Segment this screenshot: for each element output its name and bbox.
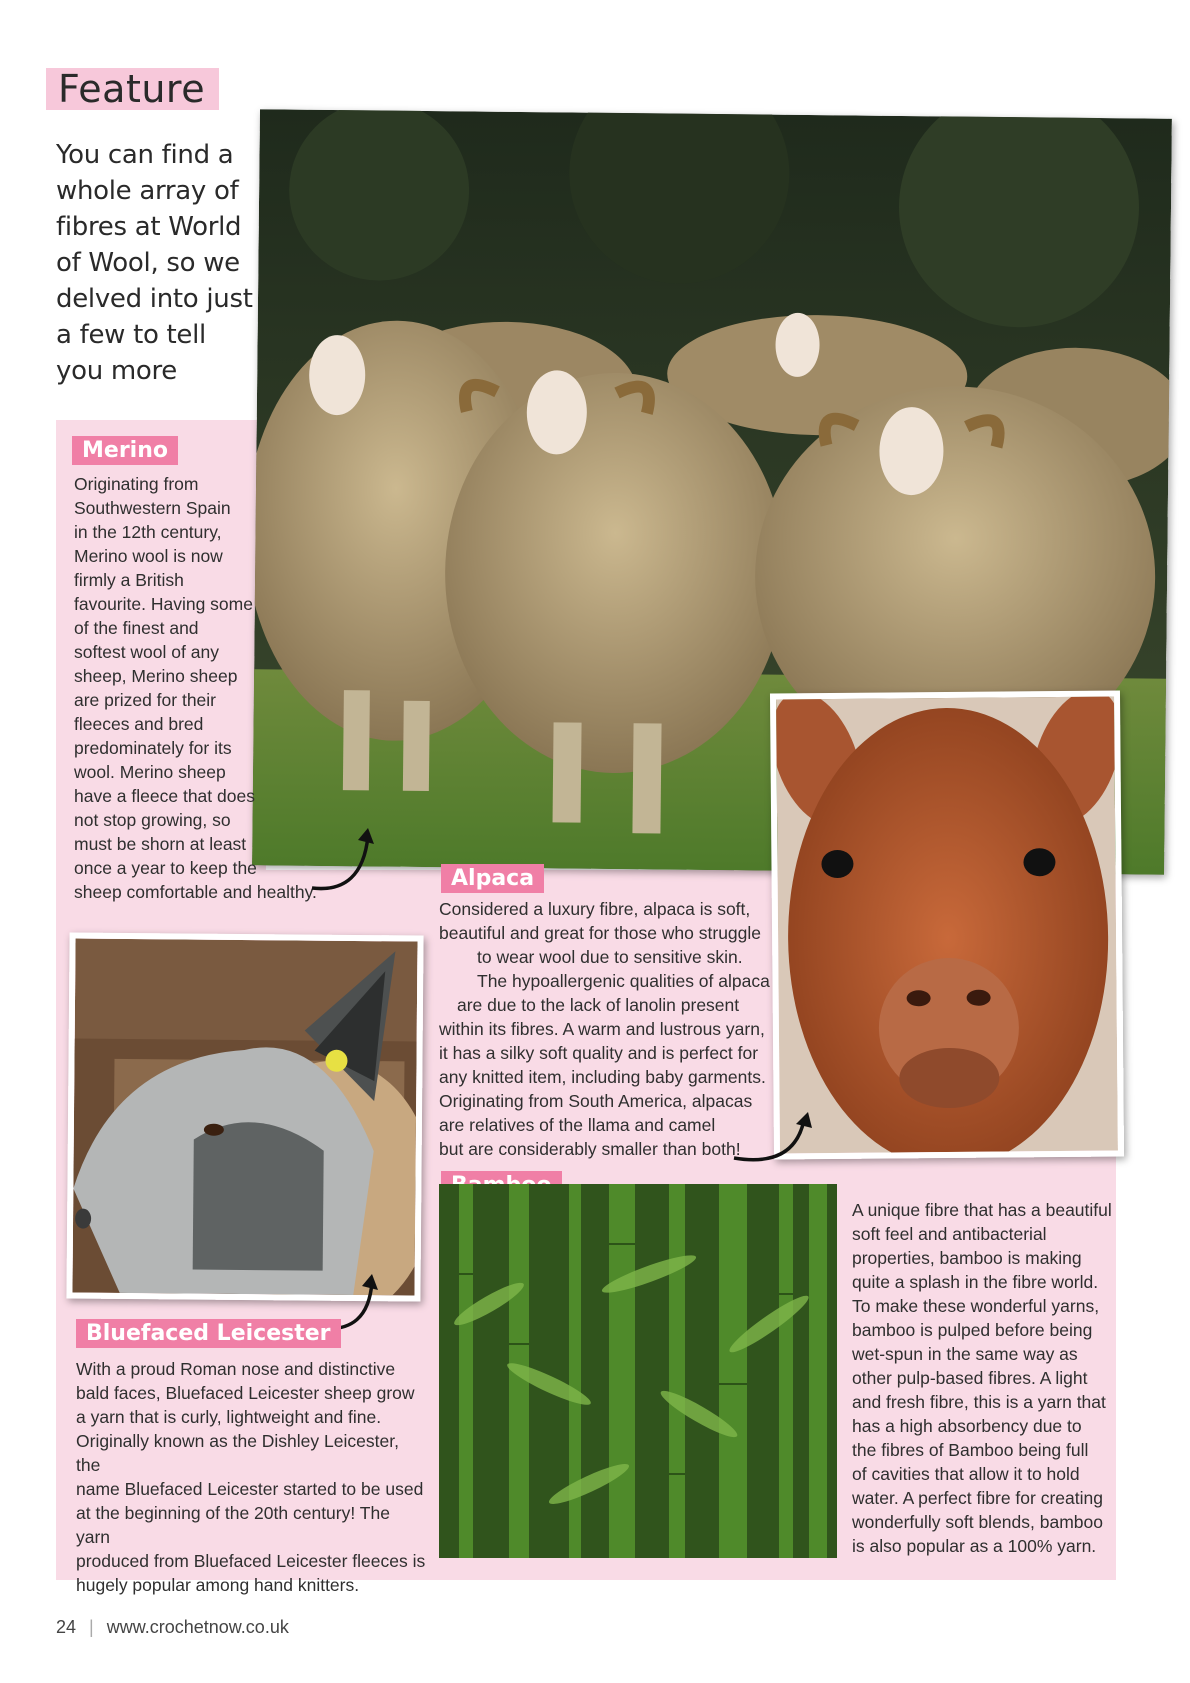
intro-text: You can find a whole array of fibres at World of Wool, so we delved into just a few to tell you more [56, 140, 253, 386]
alpaca-text: Considered a luxury fibre, alpaca is soft, beautiful and great for those who struggle to wear wool due to sensitive skin. The hypoallergenic qualities of alpaca are due to the lack of lanolin present within its fibres. A warm and lustrous yarn, it has a silky soft quality and is perfect for any knitted item, including baby garments. Originating from South America, alpacas are relatives of the llama and camel but are considerably smaller than both! [439, 899, 770, 1159]
alpaca-photo [770, 690, 1124, 1159]
alpaca-arrow-icon [730, 1108, 814, 1168]
bluefaced-label: Bluefaced Leicester [76, 1319, 341, 1348]
page-footer [56, 1617, 289, 1638]
merino-label: Merino [72, 436, 178, 465]
footer-url[interactable]: www.crochetnow.co.uk [106, 1617, 289, 1637]
merino-text: Originating from Southwestern Spain in the 12th century, Merino wool is now firmly a British favourite. Having some of the finest and softest wool of any sheep, Merino sheep are prized for their fleeces and bred predominately for its wool. Merino sheep have a fleece that does not stop growing, so must be shorn at least once a year to keep the sheep comfortable and healthy. [74, 474, 317, 902]
bluefaced-text: With a proud Roman nose and distinctive bald faces, Bluefaced Leicester sheep grow a yarn that is curly, lightweight and fine. Originally known as the Dishley Leicester, the name Bluefaced Leicester started to be used at the beginning of the 20th century! The yarn produced from Bluefaced Leicester fleeces is hugely popular among hand knitters. [76, 1359, 426, 1595]
footer-separator: | [89, 1617, 94, 1637]
bamboo-photo [439, 1184, 837, 1558]
merino-arrow-icon [308, 826, 380, 896]
bamboo-text: A unique fibre that has a beautiful soft feel and antibacterial properties, bamboo is making quite a splash in the fibre world. To make these wonderful yarns, bamboo is pulped before being wet-spun in the same way as other pulp-based fibres. A light and fresh fibre, this is a yarn that has a high absorbency due to the fibres of Bamboo being full of cavities that allow it to hold water. A perfect fibre for creating wonderfully soft blends, bamboo is also popular as a 100% yarn. [852, 1200, 1112, 1556]
feature-tag: Feature [46, 68, 219, 110]
page-number: 24 [56, 1617, 77, 1637]
alpaca-label: Alpaca [441, 864, 544, 893]
bluefaced-leicester-photo [66, 932, 423, 1301]
